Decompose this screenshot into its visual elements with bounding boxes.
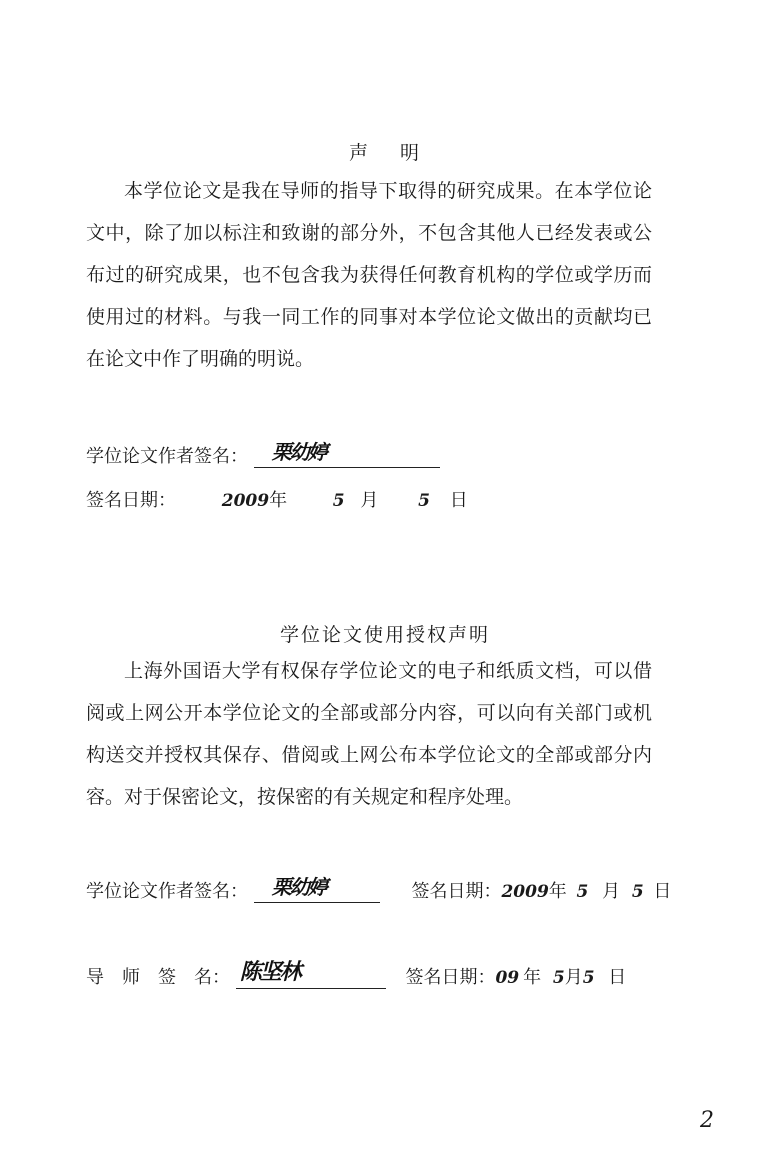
declaration-title xyxy=(0,138,770,165)
declaration-date-row xyxy=(86,486,468,512)
declaration-year-unit: 年 xyxy=(269,490,288,511)
declaration-author-signature: 栗幼婷 xyxy=(271,440,326,464)
authorization-body xyxy=(86,650,652,818)
authorization-author-month-unit: 月 xyxy=(602,881,621,902)
authorization-advisor-row xyxy=(86,958,626,989)
declaration-date-label: 签名日期： xyxy=(86,490,176,511)
declaration-month-unit: 月 xyxy=(360,490,379,511)
declaration-date-year: 2009 xyxy=(221,491,270,511)
authorization-author-date-day: 5 xyxy=(631,882,644,902)
declaration-author-label: 学位论文作者签名： xyxy=(86,446,248,467)
authorization-author-signature-line xyxy=(254,872,380,903)
declaration-date-day: 5 xyxy=(418,491,430,511)
declaration-date-month: 5 xyxy=(332,491,345,511)
authorization-author-label: 学位论文作者签名： xyxy=(86,881,248,902)
declaration-day-unit: 日 xyxy=(449,490,468,511)
authorization-title: 学位论文使用授权声明 xyxy=(279,624,490,646)
authorization-advisor-date-day: 5 xyxy=(582,968,595,988)
authorization-author-date-label: 签名日期： xyxy=(411,881,502,902)
declaration-title-part2: 明 xyxy=(400,142,422,164)
authorization-paragraph: 上海外国语大学有权保存学位论文的电子和纸质文档，可以借阅或上网公开本学位论文的全部或部分内容，可以向有关部门或机构送交并授权其保存、借阅或上网公布本学位论文的全部或部分内容。对于保密论文，按保密的有关规定和程序处理。 xyxy=(86,660,652,808)
authorization-advisor-label: 导 师 签 名： xyxy=(86,967,230,988)
authorization-author-row xyxy=(86,872,671,903)
authorization-advisor-year-unit: 年 xyxy=(523,967,542,988)
declaration-author-row xyxy=(86,437,440,468)
authorization-author-date-year: 2009 xyxy=(501,882,549,902)
authorization-author-date-month: 5 xyxy=(576,882,589,902)
authorization-advisor-date-year: 09 xyxy=(495,968,520,988)
declaration-body xyxy=(86,170,652,380)
authorization-advisor-month-unit: 月 xyxy=(564,967,583,988)
authorization-advisor-day-unit: 日 xyxy=(608,967,627,988)
authorization-author-year-unit: 年 xyxy=(548,881,567,902)
authorization-advisor-signature-line xyxy=(236,958,386,989)
page-number: 2 xyxy=(700,1108,714,1133)
authorization-advisor-signature: 陈坚林 xyxy=(239,959,300,985)
declaration-author-signature-line xyxy=(254,437,440,468)
authorization-author-day-unit: 日 xyxy=(653,881,672,902)
authorization-author-signature: 栗幼婷 xyxy=(271,875,326,899)
declaration-paragraph: 本学位论文是我在导师的指导下取得的研究成果。在本学位论文中，除了加以标注和致谢的部分外，不包含其他人已经发表或公布过的研究成果，也不包含我为获得任何教育机构的学位或学历而使用过的材料。与我一同工作的同事对本学位论文做出的贡献均已在论文中作了明确的明说。 xyxy=(86,180,652,370)
authorization-advisor-date-month: 5 xyxy=(552,968,565,988)
declaration-title-part1: 声 xyxy=(348,142,370,164)
authorization-advisor-date-label: 签名日期： xyxy=(405,967,496,988)
